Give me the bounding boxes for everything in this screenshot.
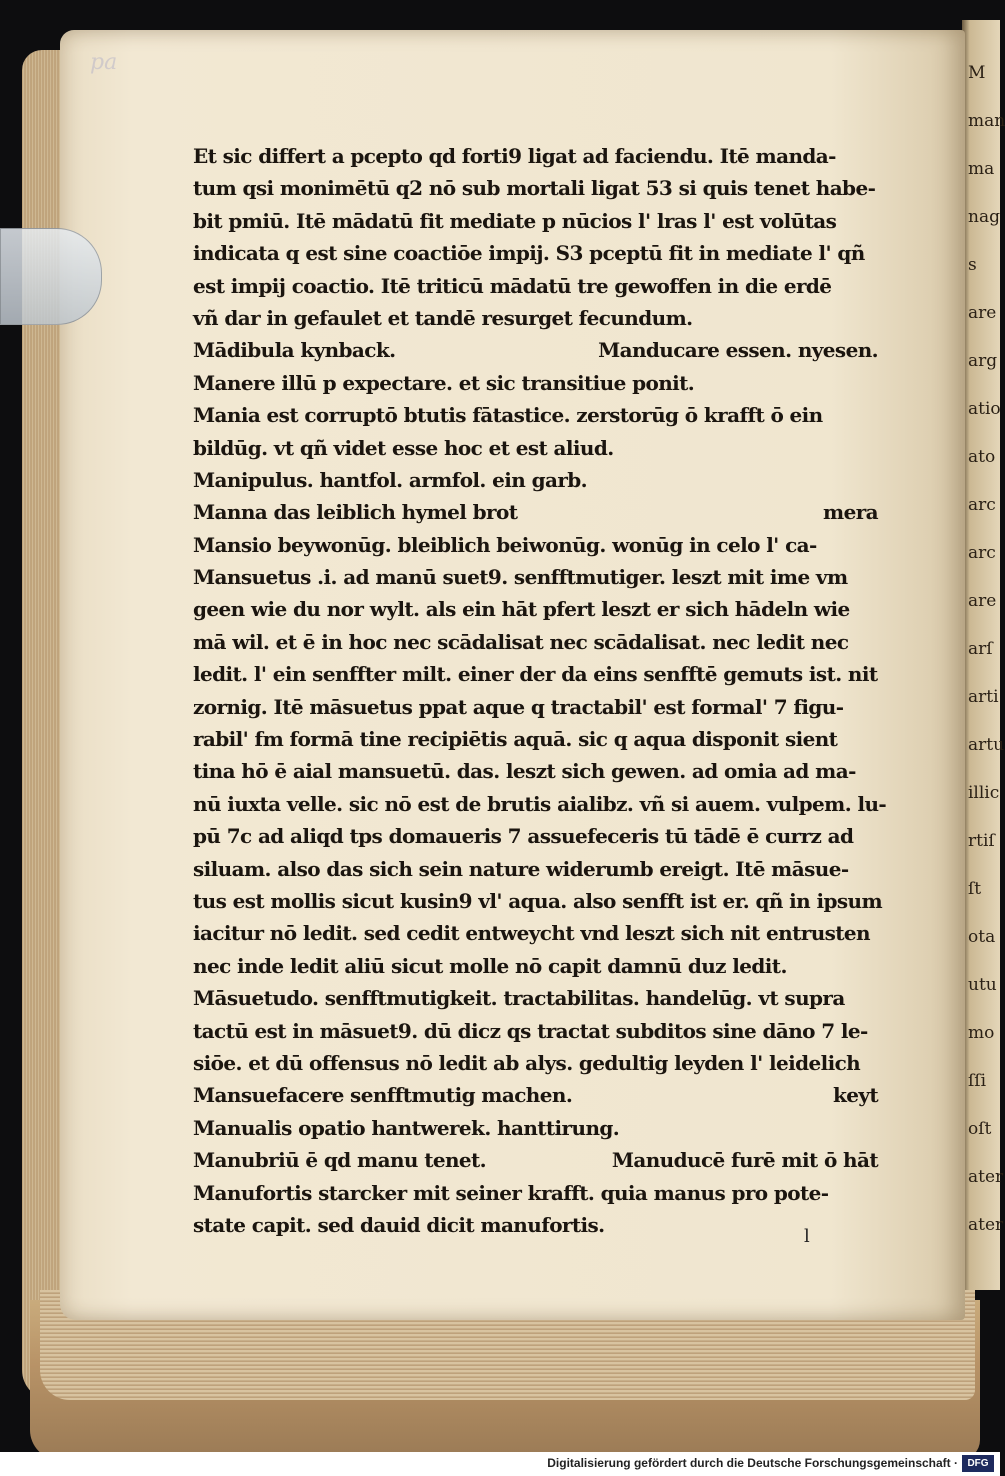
dfg-logo: DFG [962,1455,994,1472]
facing-text-fragment: are [968,591,997,611]
facing-text-fragment: ater [968,1167,1004,1187]
facing-page-fragment [962,20,1005,1290]
facing-text-fragment: utu [968,975,997,995]
text-line [193,432,878,464]
text-line [193,593,878,625]
text-line [193,1209,878,1241]
text-line [193,788,887,820]
text-segment: Manualis opatio hantwerek. hanttirung. [193,1115,620,1140]
text-segment: nec inde ledit aliū sicut molle nō capit damnū duz ledit. [193,953,787,978]
text-line [193,950,878,982]
text-line [193,302,878,334]
text-segment: bit pmiū. Itē mādatū fit mediate p nūcios l' lras l' est volūtas [193,208,837,233]
text-line [193,691,878,723]
facing-text-fragment: s [968,255,977,275]
facing-text-fragment: oſt [968,1119,992,1139]
text-segment: tum qsi monimētū q2 nō sub mortali ligat 53 si quis tenet habe- [193,176,876,201]
text-segment: siōe. et dū offensus nō ledit ab alys. gedultig leyden l' leidelich [193,1050,861,1075]
facing-text-fragment: M [968,63,986,83]
text-segment: tus est mollis sicut kusin9 vl' aqua. also senfft ist er. qñ in ipsum [193,888,883,913]
text-line [193,658,878,690]
footer-bar [0,1452,1000,1476]
text-segment: Et sic differt a pcepto qd forti9 ligat ad faciendu. Itē manda- [193,144,836,168]
text-segment: Mania est corruptō btutis fātastice. zerstorūg ō krafft ō ein [193,403,823,428]
text-line [193,270,878,302]
text-segment: Mansuetus .i. ad manū suet9. senfftmutiger. leszt mit ime vm [193,565,848,590]
text-line [193,1177,878,1209]
facing-text-fragment: arſ [968,639,993,659]
facing-text-fragment: rtiſ [968,831,995,851]
text-segment: Mādibula kynback. [193,338,396,363]
text-segment: Manducare essen. nyesen. [598,338,878,363]
text-segment: Manufortis starcker mit seiner krafft. quia manus pro pote- [193,1180,829,1205]
text-line [193,1112,878,1144]
text-segment: tina hō ē aial mansuetū. das. leszt sich gewen. ad omia ad ma- [193,759,856,784]
text-line [193,529,878,561]
facing-text-fragment: arc [968,543,996,563]
text-line [193,334,878,366]
page-text [193,140,887,1241]
facing-text-fragment: arg [968,351,998,371]
text-line [193,237,878,269]
text-line [193,172,878,204]
text-line [193,496,878,528]
text-segment: Mansuefacere senfftmutig machen. [193,1083,573,1108]
text-line [193,982,878,1014]
facing-text-fragment: ato [968,447,996,467]
text-segment: bildūg. vt qñ videt esse hoc et est aliud. [193,435,614,460]
text-segment: indicata q est sine coactiōe impij. S3 pceptū fit in mediate l' qñ [193,241,865,266]
funding-credit: Digitalisierung gefördert durch die Deutsche Forschungsgemeinschaft · [547,1456,958,1470]
text-segment: Manere illū p expectare. et sic transitiue ponit. [193,370,695,395]
text-line [193,561,878,593]
page-mark: l [804,1226,810,1247]
facing-text-fragment: ma [968,159,995,179]
text-segment: mera [823,500,878,525]
text-line [193,723,878,755]
text-segment: siluam. also das sich sein nature widerumb ereigt. Itē māsue- [193,856,849,881]
text-line [193,367,878,399]
facing-text-fragment: nag [968,207,1000,227]
text-segment: geen wie du nor wylt. als ein hāt pfert leszt er sich hādeln wie [193,597,850,622]
facing-text-fragment: ater [968,1215,1004,1235]
text-line [193,205,878,237]
pencil-mark: pa [90,50,118,75]
text-line [193,755,878,787]
text-segment: Mansio beywonūg. bleiblich beiwonūg. wonūg in celo l' ca- [193,532,817,557]
text-segment: Manubriū ē qd manu tenet. [193,1148,487,1173]
text-line [193,1047,878,1079]
facing-text-fragment: illic [968,783,1000,803]
facing-text-fragment: ſſi [968,1071,987,1091]
facing-text-fragment: are [968,303,997,323]
text-segment: Manuducē furē mit ō hāt [611,1148,878,1173]
text-segment: zornig. Itē māsuetus ppat aque q tractabil' est formal' 7 figu- [193,694,844,719]
text-segment: Māsuetudo. senfftmutigkeit. tractabilitas. handelūg. vt supra [193,986,845,1011]
text-line [193,1079,878,1111]
text-line [193,626,878,658]
facing-text-fragment: ſt [968,879,982,899]
text-line [193,464,878,496]
text-line [193,1144,878,1176]
text-line [193,820,878,852]
text-line [193,140,878,172]
facing-text-fragment: arti [968,687,999,707]
text-line [193,853,878,885]
text-segment: vñ dar in gefaulet et tandē resurget fecundum. [193,305,693,330]
text-segment: rabil' fm formā tine recipiētis aquā. sic q aqua disponit sient [193,727,838,752]
text-segment: pū 7c ad aliqd tps domaueris 7 assuefeceris tū tādē ē currz ad [193,824,854,849]
text-segment: iacitur nō ledit. sed cedit entweycht vnd leszt sich nit entrusten [193,921,871,946]
text-line [193,917,878,949]
facing-text-fragment: mo [968,1023,995,1043]
text-segment: Manipulus. hantfol. armfol. ein garb. [193,467,588,492]
text-line [193,1015,878,1047]
text-segment: state capit. sed dauid dicit manufortis. [193,1212,605,1237]
facing-text-fragment: atio [968,399,1001,419]
text-segment: mā wil. et ē in hoc nec scādalisat nec scādalisat. nec ledit nec [193,629,849,654]
text-line [193,885,883,917]
text-segment: nū iuxta velle. sic nō est de brutis aialibz. vñ si auem. vulpem. lu- [193,791,887,816]
text-segment: keyt [832,1083,878,1108]
text-segment: tactū est in māsuet9. dū dicz qs tractat subditos sine dāno 7 le- [193,1018,868,1043]
text-segment: est impij coactio. Itē triticū mādatū tre gewoffen in die erdē [193,273,832,298]
text-line [193,399,878,431]
facing-text-fragment: man [968,111,1005,131]
page-clip [0,228,102,325]
text-segment: Manna das leiblich hymel brot [193,500,518,525]
facing-text-fragment: ota [968,927,996,947]
facing-text-fragment: artu [968,735,1005,755]
facing-text-fragment: arc [968,495,996,515]
text-segment: ledit. l' ein senffter milt. einer der da eins senfftē gemuts ist. nit [193,662,878,687]
